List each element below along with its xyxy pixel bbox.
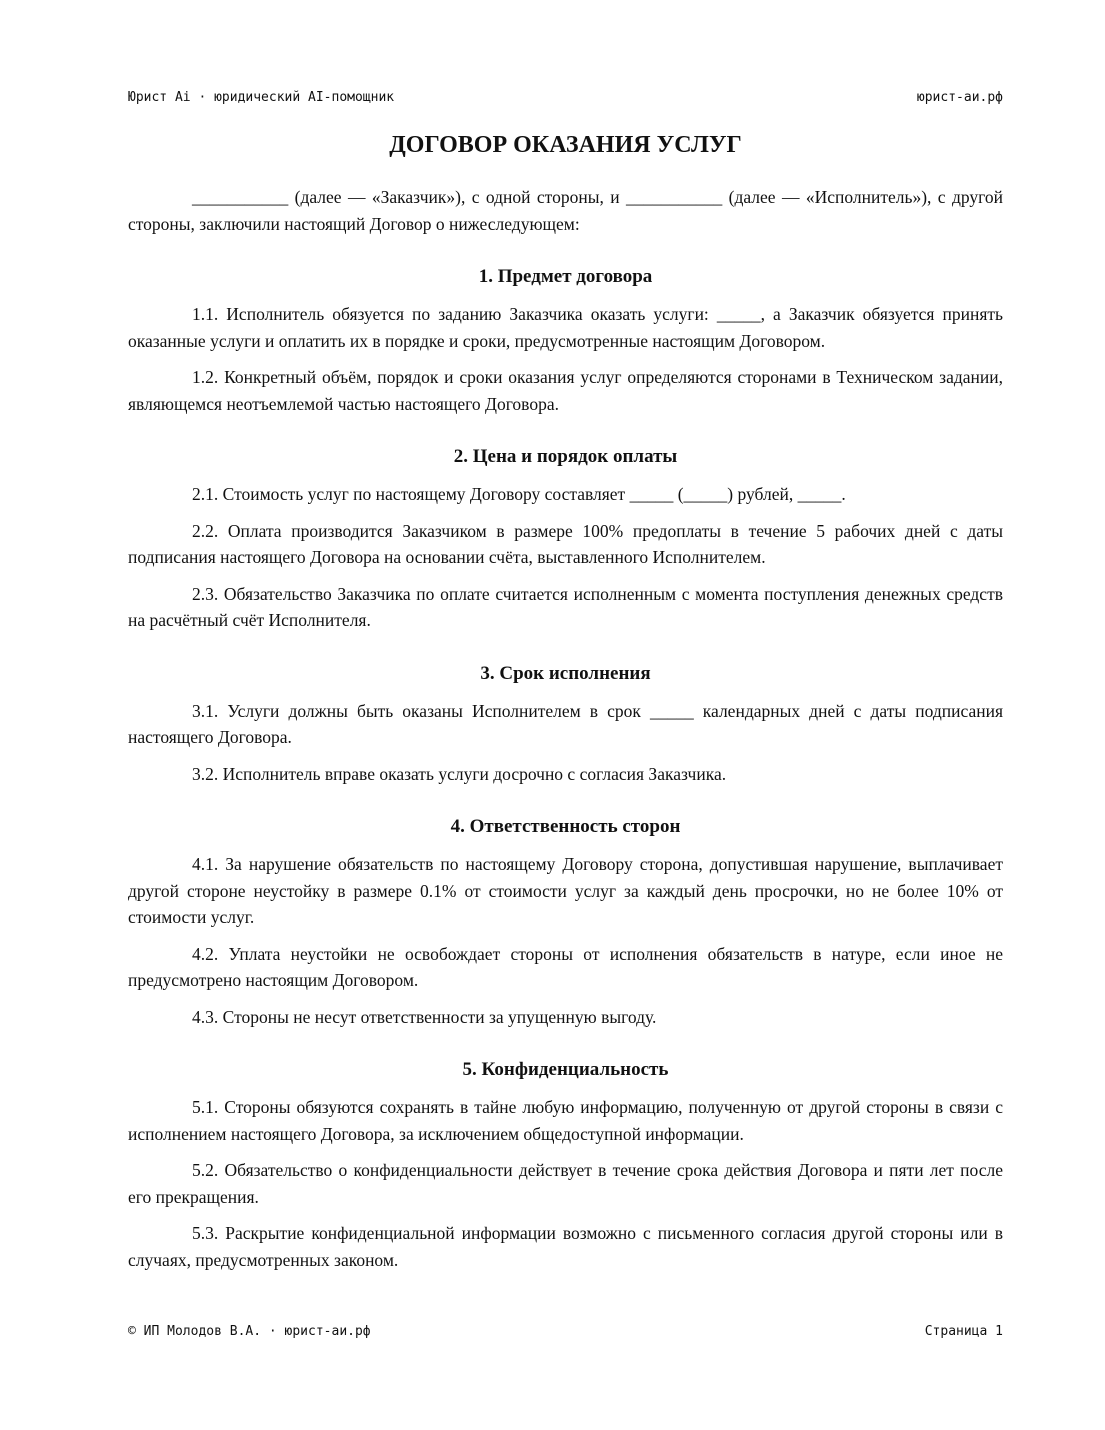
clause: 2.1. Стоимость услуг по настоящему Договору составляет _____ (_____) рублей, _____. xyxy=(192,484,846,504)
clause: 5.3. Раскрытие конфиденциальной информации возможно с письменного согласия другой стороны или в случаях, предусмотренных законом. xyxy=(128,1223,1003,1270)
clause: 3.1. Услуги должны быть оказаны Исполнителем в срок _____ календарных дней с даты подписания настоящего Договора. xyxy=(128,700,1003,747)
section-term xyxy=(128,660,1003,788)
section-title: 1. Предмет договора xyxy=(478,266,653,287)
section-price-payment xyxy=(128,443,1003,634)
section-title: 3. Срок исполнения xyxy=(480,662,651,684)
clause: 2.2. Оплата производится Заказчиком в размере 100% предоплаты в течение 5 рабочих дней с даты подписания настоящего Договора на основании счёта, выставленного Исполнителем. xyxy=(128,520,1003,567)
section-title: 5. Конфиденциальность xyxy=(462,1059,669,1080)
clause: 4.1. За нарушение обязательств по настоящему Договору сторона, допустившая нарушение, выплачивает другой стороне неустойку в размере 0.1% от стоимости услуг за каждый день просрочки, но не более 10% от стоимости услуг. xyxy=(128,854,1003,927)
clause: 3.2. Исполнитель вправе оказать услуги досрочно с согласия Заказчика. xyxy=(192,763,727,784)
header-site-link[interactable]: юрист-аи.рф xyxy=(916,90,1003,105)
section-liability xyxy=(128,813,1003,1030)
header-brand: Юрист Ai · юридический AI-помощник xyxy=(128,90,395,105)
section-title: 2. Цена и порядок оплаты xyxy=(453,446,678,467)
document-intro: ___________ (далее — «Заказчик»), с одной стороны, и ___________ (далее — «Исполнитель»), с другой стороны, заключили настоящий Договор о нижеследующем: xyxy=(128,187,1003,234)
page-footer xyxy=(128,1324,1003,1344)
clause: 5.1. Стороны обязуются сохранять в тайне любую информацию, полученную от другой стороны в связи с исполнением настоящего Договора, за исключением общедоступной информации. xyxy=(128,1097,1003,1144)
page-header xyxy=(128,90,1003,110)
clause: 2.3. Обязательство Заказчика по оплате считается исполненным с момента поступления денежных средств на расчётный счёт Исполнителя. xyxy=(128,583,1003,630)
section-confidentiality xyxy=(128,1056,1003,1273)
page-number: Страница 1 xyxy=(924,1324,1003,1339)
document-body xyxy=(128,128,1003,1283)
clause: 4.2. Уплата неустойки не освобождает стороны от исполнения обязательств в натуре, если иное не предусмотрено настоящим Договором. xyxy=(128,943,1003,990)
clause: 5.2. Обязательство о конфиденциальности действует в течение срока действия Договора и пяти лет после его прекращения. xyxy=(128,1160,1003,1207)
document-title: ДОГОВОР ОКАЗАНИЯ УСЛУГ xyxy=(389,132,742,158)
clause: 4.3. Стороны не несут ответственности за упущенную выгоду. xyxy=(192,1006,657,1027)
clause: 1.1. Исполнитель обязуется по заданию Заказчика оказать услуги: _____, а Заказчик обязуется принять оказанные услуги и оплатить их в порядке и сроки, предусмотренные настоящим Договором. xyxy=(128,304,1003,351)
section-title: 4. Ответственность сторон xyxy=(450,816,681,837)
clause: 1.2. Конкретный объём, порядок и сроки оказания услуг определяются сторонами в Техническом задании, являющемся неотъемлемой частью настоящего Договора. xyxy=(128,367,1003,414)
footer-copyright: © ИП Молодов В.А. · юрист-аи.рф xyxy=(128,1324,371,1339)
section-subject xyxy=(128,263,1003,417)
